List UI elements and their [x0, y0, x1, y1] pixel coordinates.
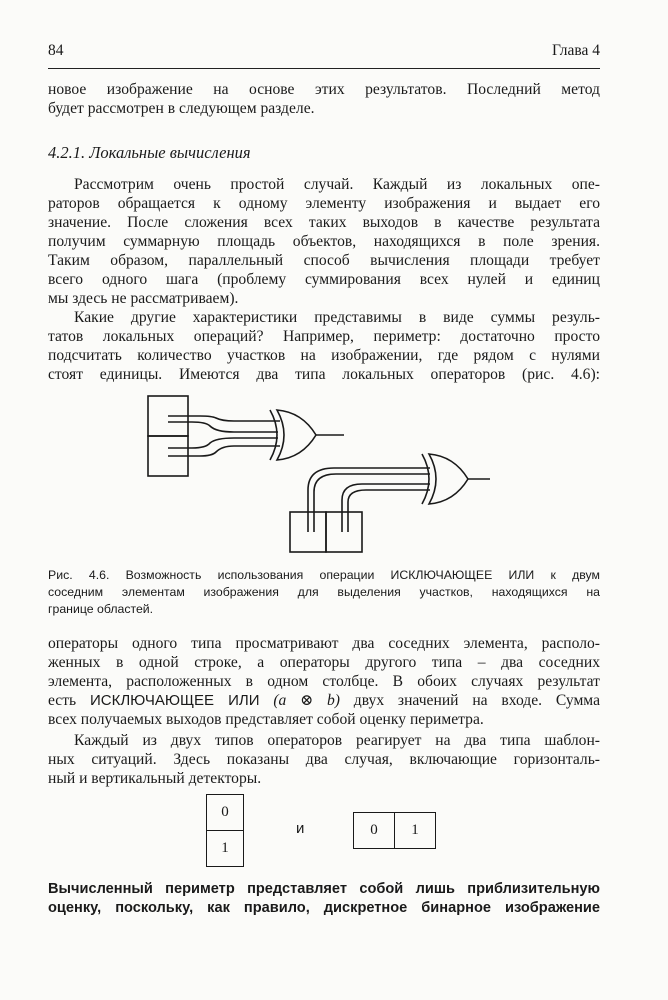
- section-title: 4.2.1. Локальные вычисления: [48, 143, 251, 162]
- detectors-conjunction: и: [296, 820, 305, 837]
- header-rule: [48, 68, 600, 69]
- para1-line: Рассмотрим очень простой случай. Каждый из локальных опе-: [74, 176, 600, 193]
- para2-line: татов локальных операций? Например, периметр: достаточно просто: [48, 328, 600, 345]
- vertical-detector-top-cell: 0: [206, 794, 244, 831]
- xor-operator-name: ИСКЛЮЧАЮЩЕЕ ИЛИ: [89, 692, 260, 709]
- para1-line: значение. После сложения всех таких выходов в качестве результата: [48, 214, 600, 231]
- xor-gate-2-body: [429, 454, 468, 504]
- xor-gate-2-back: [422, 454, 429, 504]
- para1-line: получим суммарную площадь объектов, находящихся в поле зрения.: [48, 233, 600, 250]
- para4-line: ных ситуаций. Здесь показаны два случая, включающие горизонталь-: [48, 751, 600, 768]
- para2-line: Какие другие характеристики представимы в виде суммы резуль-: [74, 309, 600, 326]
- horizontal-detector-left-cell: 0: [353, 812, 395, 849]
- vertical-detector-bottom-cell: 1: [206, 830, 244, 867]
- xor-tail: двух значений на входе. Сумма: [353, 692, 600, 709]
- para4-line: ный и вертикальный детекторы.: [48, 770, 262, 787]
- horizontal-detector-right-cell: 1: [394, 812, 436, 849]
- para3-line: операторы одного типа просматривают два соседних элемента, располо-: [48, 635, 600, 652]
- para5-line: оценку, поскольку, как правило, дискретное бинарное изображение: [48, 900, 600, 916]
- xor-formula: (a ⊗ b): [273, 692, 340, 709]
- wire: [168, 422, 278, 432]
- horizontal-pair-right-cell: [326, 512, 362, 552]
- xor-lead: есть: [48, 692, 77, 709]
- para3-line: элемента, расположенных в одном столбце. В обоих случаях результат: [48, 673, 600, 690]
- xor-gate-1-body: [277, 410, 316, 460]
- para2-line: подсчитать количество участков на изображении, где рядом с нулями: [48, 347, 600, 364]
- wire: [168, 416, 280, 421]
- page-number: 84: [48, 42, 64, 59]
- figure-caption-line: Рис. 4.6. Возможность использования операции ИСКЛЮЧАЮЩЕЕ ИЛИ к двум: [48, 568, 600, 582]
- chapter-label: Глава 4: [551, 42, 600, 59]
- para0-line: будет рассмотрен в следующем разделе.: [48, 100, 315, 117]
- para1-line: раторов обращается к одному элементу изображения и выдает его: [48, 195, 600, 212]
- para1-line: всего одного шага (проблему суммирования всех нулей и единиц: [48, 271, 600, 288]
- para3-line: всех получаемых выходов представляет собой оценку периметра.: [48, 711, 484, 728]
- figure-caption-line: границе областей.: [48, 602, 154, 616]
- para3-line-xor: [48, 691, 600, 710]
- para3-line: женных в одной строке, а операторы другого типа – два соседних: [48, 654, 600, 671]
- para2-line: стоят единицы. Имеются два типа локальных операторов (рис. 4.6):: [48, 366, 600, 383]
- para0-line: новое изображение на основе этих результатов. Последний метод: [48, 81, 600, 98]
- para1-line: Таким образом, параллельный способ вычисления площади требует: [48, 252, 600, 269]
- figure-caption-line: соседним элементам изображения для выделения участков, находящихся на: [48, 585, 600, 599]
- wire: [348, 490, 430, 532]
- xor-operators-figure: [130, 388, 490, 558]
- para5-line: Вычисленный периметр представляет собой лишь приблизительную: [48, 881, 600, 897]
- para4-line: Каждый из двух типов операторов реагирует на два типа шаблон-: [74, 732, 600, 749]
- xor-gate-1-back: [270, 410, 277, 460]
- wire: [314, 474, 430, 532]
- para1-line: мы здесь не рассматриваем).: [48, 290, 239, 307]
